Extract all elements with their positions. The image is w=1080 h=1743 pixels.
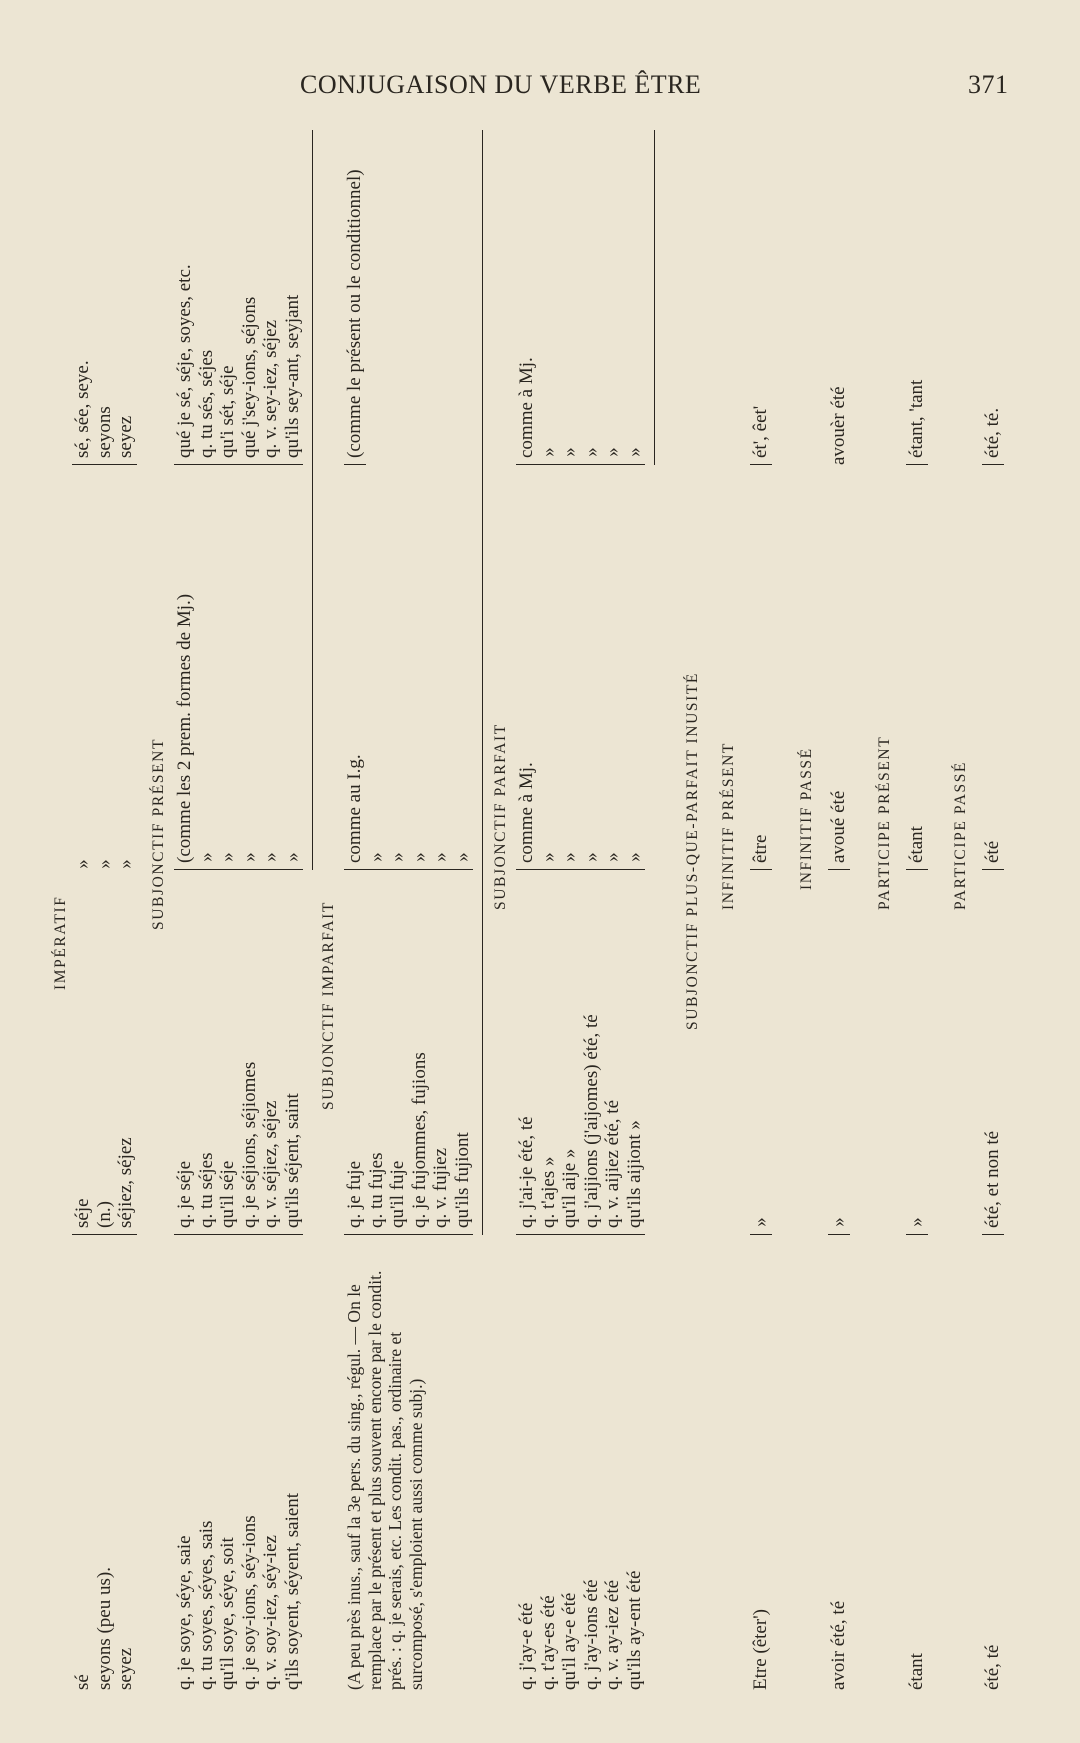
page-header [0, 70, 1080, 110]
subj-parfait-col4: comme à Mj. » » » » » [516, 123, 645, 465]
section-heading-subj-present: SUBJONCTIF PRÉSENT [150, 737, 167, 930]
infinitif-present-col4: ét', êet' [750, 123, 772, 465]
participe-present-col2: » [906, 878, 928, 1235]
subj-present-col4: qué je sé, séje, soyes, etc. q. tu sés, séjes qu'i sét, séje qué j'sey-ions, séjons q. v. sey-iez, séjez qu'ils sey-ant, seyjant [174, 123, 303, 465]
page-number: 371 [968, 70, 1009, 99]
participe-passe-col4: été, té. [982, 123, 1004, 465]
participe-passe-col1: été, té [982, 1644, 1003, 1690]
infinitif-present-col3: être [750, 473, 772, 870]
divider [312, 130, 313, 870]
infinitif-passe-col2: » [828, 878, 850, 1235]
subj-parfait-col2: q. j'ai-je été, té q. t'ajes » qu'il aije » q. j'aijions (j'aijomes) été, té q. v. aijiez été, té qu'ils aijiont » [516, 878, 645, 1235]
section-heading-infinitif-passe: INFINITIF PASSÉ [798, 747, 815, 890]
infinitif-present-col2: » [750, 878, 772, 1235]
section-heading-participe-present: PARTICIPE PRÉSENT [876, 735, 893, 910]
subj-imparfait-col4: (comme le présent ou le conditionnel) [344, 123, 366, 465]
subj-imparfait-note: (A peu près inus., sauf la 3e pers. du sing., régul. — On le remplace par le présent et plus souvent encore par le condit. prés. : q. je serais, etc. Les condit. pas., ordinaire et surcomposé, s'emploient aussi comme subj.) [344, 1270, 426, 1690]
subj-parfait-col3: comme à Mj. » » » » » [516, 473, 645, 870]
subj-imparfait-col3: comme au I.g. » » » » » [344, 473, 473, 870]
divider [654, 130, 655, 465]
imperatif-col4: sé, sée, seye. seyons seyez [72, 123, 137, 465]
participe-present-col1: étant [906, 1653, 927, 1690]
divider [482, 130, 483, 1235]
subj-present-col3: (comme les 2 prem. formes de Mj.) » » » » » [174, 473, 303, 870]
subj-present-col2: q. je séje q. tu séjes qu'il séje q. je séjions, séjiomes q. v. séjiez, séjez qu'ils séjent, saint [174, 878, 303, 1235]
section-heading-participe-passe: PARTICIPE PASSÉ [952, 761, 969, 910]
participe-passe-col2: été, et non té [982, 878, 1004, 1235]
subj-parfait-col1: q. j'ay-e été q. t'ay-es été qu'il ay-e été q. j'ay-ions été q. v. ay-iez été qu'ils ay-ent été [516, 1570, 645, 1690]
infinitif-passe-col1: avoir été, té [828, 1600, 849, 1690]
subj-present-col1: q. je soye, séye, saie q. tu soyes, séyes, sais qu'il soye, séye, soit q. je soy-ions, séy-ions q. v. soy-iez, séy-iez q'ils soyent, séyent, saient [174, 1492, 303, 1690]
infinitif-passe-col4: avouèr été [828, 386, 849, 465]
infinitif-present-col1: Etre (êter') [750, 1609, 771, 1690]
participe-passe-col3: été [982, 473, 1004, 870]
imperatif-col3: » » » [72, 859, 136, 869]
imperatif-col2: séje (n.) séjiez, séjez [72, 878, 137, 1235]
participe-present-col3: étant [906, 473, 928, 870]
section-heading-subj-pqp: SUBJONCTIF PLUS-QUE-PARFAIT INUSITÉ [684, 672, 701, 1030]
infinitif-passe-col3: avoué été [828, 473, 850, 870]
subj-imparfait-col2: q. je fuje q. tu fujes qu'il fuje q. je fujommes, fujions q. v. fujiez qu'ils fujiont [344, 878, 473, 1235]
section-heading-infinitif-present: INFINITIF PRÉSENT [720, 742, 737, 910]
section-heading-subj-parfait: SUBJONCTIF PARFAIT [492, 723, 509, 910]
participe-present-col4: étant, 'tant [906, 123, 928, 465]
imperatif-col1: sé seyons (peu us). seyez [72, 1567, 136, 1690]
section-heading-subj-imparfait: SUBJONCTIF IMPARFAIT [320, 900, 337, 1110]
page-title: CONJUGAISON DU VERBE ÊTRE [300, 70, 702, 99]
conjugation-table [50, 130, 1030, 1690]
section-heading-imperatif: IMPÉRATIF [52, 895, 69, 990]
